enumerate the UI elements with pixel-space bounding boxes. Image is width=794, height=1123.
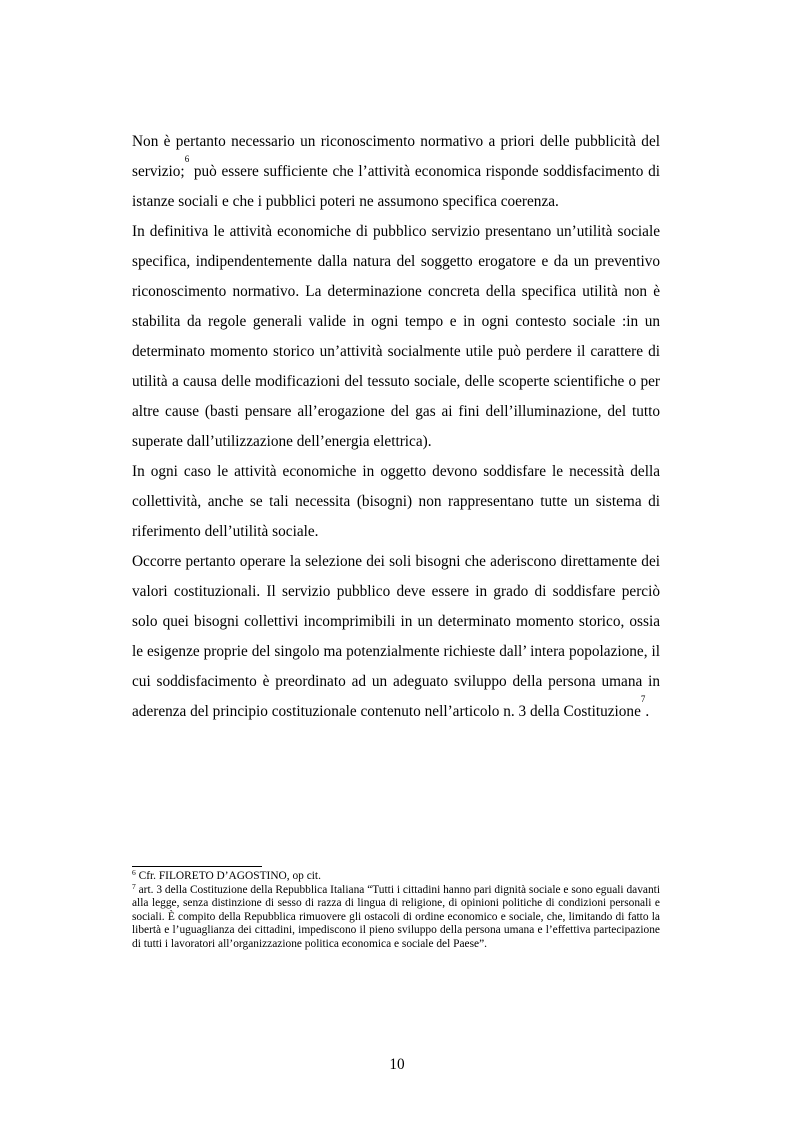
- paragraph-3: In ogni caso le attività economiche in oggetto devono soddisfare le necessità della collettività, anche se tali necessita (bisogni) non rappresentano tutte un sistema di riferimento dell’utilità sociale.: [132, 463, 660, 540]
- footnote-text: art. 3 della Costituzione della Repubblica Italiana “Tutti i cittadini hanno pari dignità sociale e sono eguali davanti alla legge, senza distinzione di sesso di razza di lingua di religione, di opinioni politiche di condizioni personali e sociali. È compito della Repubblica rimuovere gli ostacoli di ordine economico e sociale, che, limitando di fatto la libertà e l’uguaglianza dei cittadini, impediscono il pieno sviluppo della persona umana e l’effettiva partecipazione di tutti i lavoratori all’organizzazione politica economica e sociale del Paese”.: [132, 883, 660, 950]
- body-text: [132, 127, 660, 727]
- paragraph-4-text: Occorre pertanto operare la selezione dei soli bisogni che aderiscono direttamente dei valori costituzionali. Il servizio pubblico deve essere in grado di soddisfare perciò solo quei bisogni collettivi incomprimibili in un determinato momento storico, ossia le esigenze proprie del singolo ma potenzialmente richieste dall’ intera popolazione, il cui soddisfacimento è preordinato ad un adeguato sviluppo della persona umana in aderenza del principio costituzionale contenuto nell’articolo n. 3 della Costituzione: [132, 553, 660, 720]
- paragraph-1-text-a: Non è pertanto necessario un riconoscimento normativo a priori delle pubblicità del servizio;: [132, 133, 660, 180]
- paragraph-4-end: .: [645, 703, 650, 720]
- paragraph-1: [132, 127, 660, 217]
- footnote-ref-6[interactable]: 6: [184, 154, 190, 164]
- paragraph-1-text-b: può essere sufficiente che l’attività economica risponde soddisfacimento di istanze sociali e che i pubblici poteri ne assumono specifica coerenza.: [132, 163, 660, 210]
- footnotes: [132, 870, 660, 952]
- footnote-mark: 7: [132, 881, 136, 891]
- footnote-separator: [132, 866, 262, 867]
- paragraph-2: In definitiva le attività economiche di pubblico servizio presentano un’utilità sociale specifica, indipendentemente dalla natura del soggetto erogatore e da un preventivo riconoscimento normativo. La determinazione concreta della specifica utilità non è stabilita da regole generali valide in ogni tempo e in ogni contesto sociale :in un determinato momento storico un’attività socialmente utile può perdere il carattere di utilità a causa delle modificazioni del tessuto sociale, delle scoperte scientifiche o per altre cause (basti pensare all’erogazione del gas ai fini dell’illuminazione, del tutto superate dall’utilizzazione dell’energia elettrica).: [132, 223, 660, 450]
- footnote-text: Cfr. FILORETO D’AGOSTINO, op cit.: [135, 870, 321, 882]
- footnote-7: [132, 881, 660, 952]
- footnote-ref-7[interactable]: 7: [640, 694, 646, 704]
- footnote-6: [132, 870, 660, 884]
- page-number: 10: [389, 1056, 405, 1073]
- paragraph-4: [132, 547, 660, 727]
- footnote-mark: 6: [132, 868, 136, 877]
